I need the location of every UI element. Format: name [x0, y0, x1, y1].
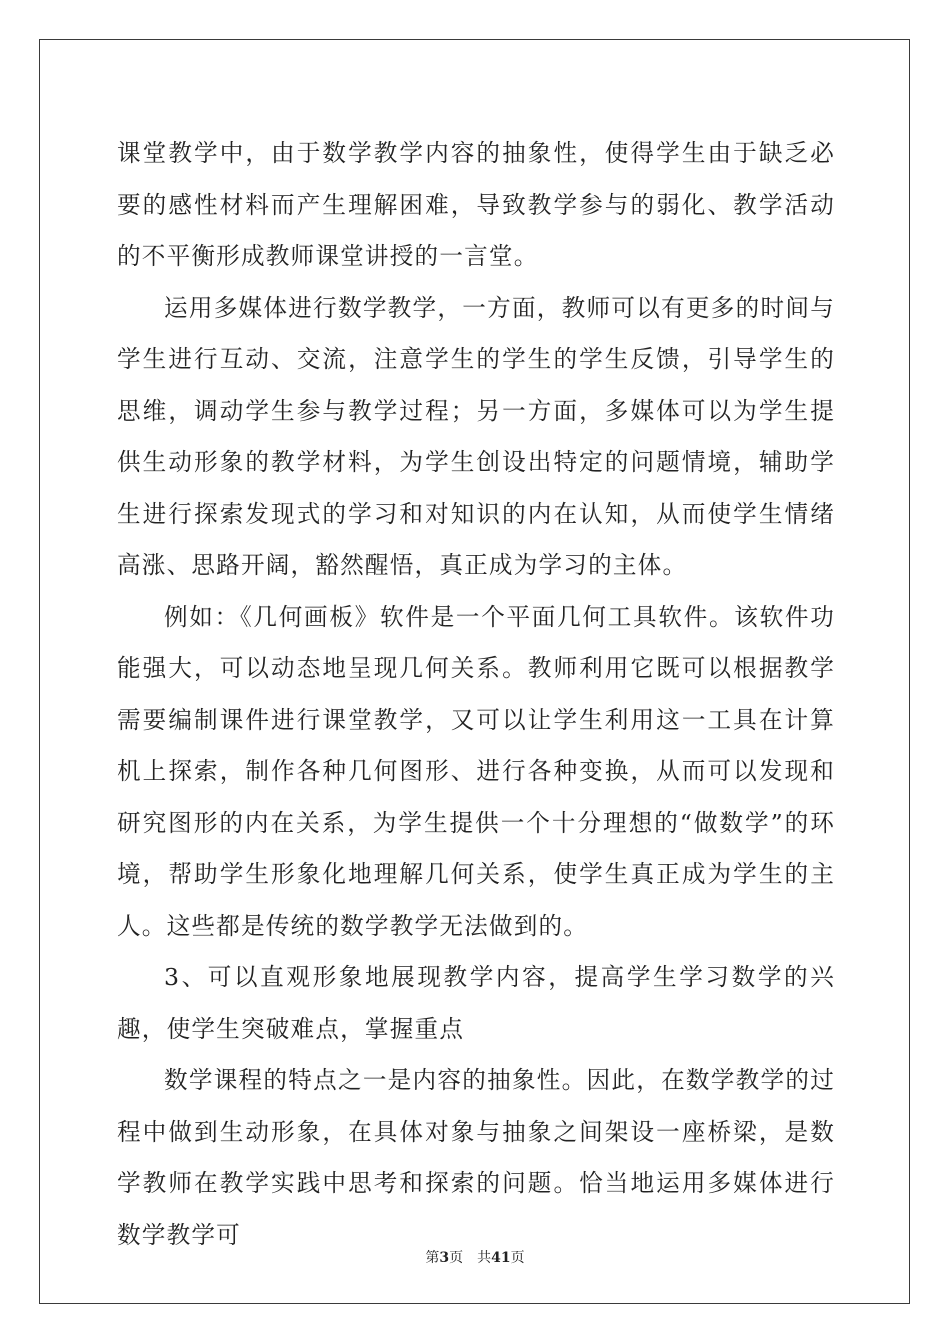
paragraph-5: 数学课程的特点之一是内容的抽象性。因此，在数学教学的过程中做到生动形象，在具体对象与抽象之间架设一座桥梁，是数学教师在教学实践中思考和探索的问题。恰当地运用多媒体进行数学教学可 — [117, 1066, 835, 1249]
paragraph-1: 课堂教学中，由于数学教学内容的抽象性，使得学生由于缺乏必要的感性材料而产生理解困难，导致教学参与的弱化、教学活动的不平衡形成教师课堂讲授的一言堂。 — [117, 139, 835, 270]
page-footer — [0, 1247, 950, 1267]
page-suffix: 页 — [449, 1250, 464, 1266]
section-heading-3: 3、可以直观形象地展现教学内容，提高学生学习数学的兴趣，使学生突破难点，掌握重点 — [117, 963, 835, 1043]
document-body — [117, 128, 835, 1261]
total-pages: 41 — [491, 1250, 511, 1266]
paragraph-2: 运用多媒体进行数学教学，一方面，教师可以有更多的时间与学生进行互动、交流，注意学生的学生的学生反馈，引导学生的思维，调动学生参与教学过程；另一方面，多媒体可以为学生提供生动形象的教学材料，为学生创设出特定的问题情境，辅助学生进行探索发现式的学习和对知识的内在认知，从而使学生情绪高涨、思路开阔，豁然醒悟，真正成为学习的主体。 — [117, 293, 835, 579]
paragraph-3: 例如：《几何画板》软件是一个平面几何工具软件。该软件功能强大，可以动态地呈现几何关系。教师利用它既可以根据教学需要编制课件进行课堂教学，又可以让学生利用这一工具在计算机上探索，制作各种几何图形、进行各种变换，从而可以发现和研究图形的内在关系，为学生提供一个十分理想的“做数学”的环境，帮助学生形象化地理解几何关系，使学生真正成为学生的主人。这些都是传统的数学教学无法做到的。 — [117, 602, 835, 940]
page-prefix: 第 — [425, 1250, 440, 1266]
total-suffix: 页 — [510, 1250, 525, 1266]
page-number: 3 — [439, 1250, 450, 1266]
total-prefix: 共 — [477, 1250, 492, 1266]
